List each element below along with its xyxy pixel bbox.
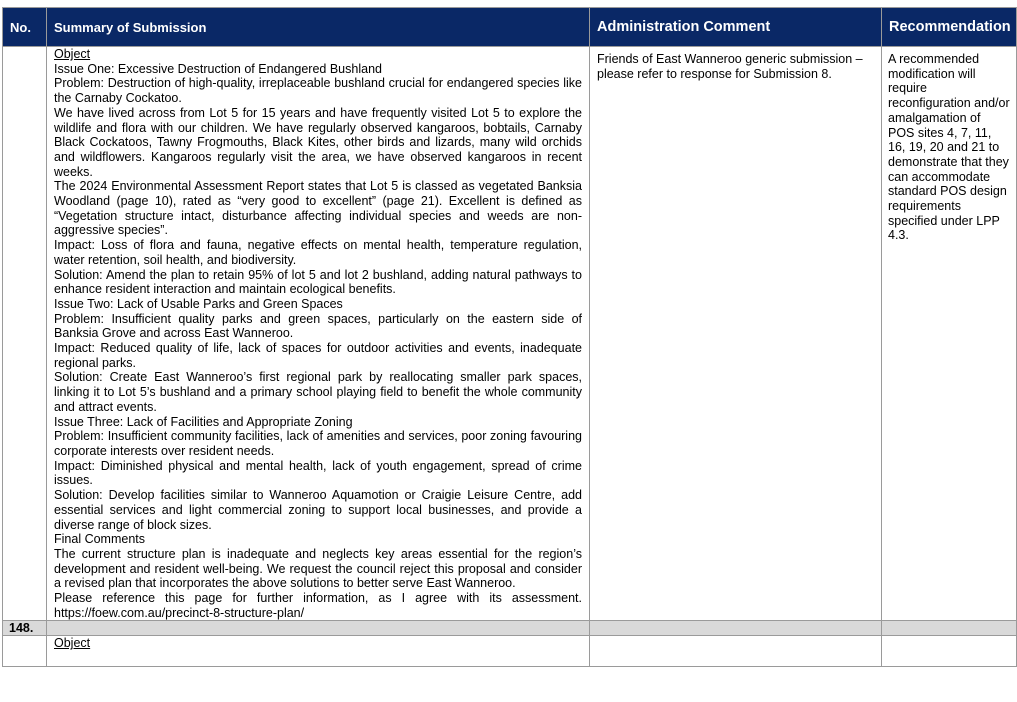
summary-paragraph: Issue Three: Lack of Facilities and Appropriate Zoning — [54, 414, 353, 429]
summary-paragraph: The 2024 Environmental Assessment Report states that Lot 5 is classed as vegetated Banksia Woodland (page 10), rated as “very good to excellent” (page 21). Excellent is defined as “Vegetation structure intact, disturbance affecting individual species and weeds are non-aggressive species”. — [54, 179, 582, 238]
separator-cell — [590, 621, 882, 636]
header-no: No. — [3, 8, 47, 47]
table-row — [3, 636, 1017, 667]
summary-paragraph: Issue One: Excessive Destruction of Endangered Bushland — [54, 61, 382, 76]
summary-paragraph: Problem: Destruction of high-quality, irreplaceable bushland crucial for endangered species like the Carnaby Cockatoo. — [54, 76, 582, 106]
summary-paragraph: Please reference this page for further information, as I agree with its assessment. https://foew.com.au/precinct-8-structure-plan/ — [54, 591, 582, 620]
recommendation-cell: A recommended modification will require reconfiguration and/or amalgamation of POS sites 4, 7, 11, 16, 19, 20 and 21 to demonstrate that they can accommodate standard POS design requirements specified under LPP 4.3. — [882, 47, 1017, 621]
summary-text — [54, 47, 582, 620]
separator-cell — [47, 621, 590, 636]
separator-cell — [882, 621, 1017, 636]
summary-paragraph: Impact: Loss of flora and fauna, negative effects on mental health, temperature regulation, water retention, soil health, and biodiversity. — [54, 238, 582, 267]
summary-paragraph: Solution: Amend the plan to retain 95% of lot 5 and lot 2 bushland, adding natural pathways to enhance resident interaction and maintain ecological benefits. — [54, 267, 582, 297]
header-summary: Summary of Submission — [47, 8, 590, 47]
object-label: Object — [54, 636, 91, 651]
summary-cell — [47, 636, 590, 667]
comment-cell: Friends of East Wanneroo generic submission – please refer to response for Submission 8. — [590, 47, 882, 621]
summary-paragraph: Impact: Diminished physical and mental health, lack of youth engagement, spread of crime issues. — [54, 458, 582, 488]
summary-paragraph: The current structure plan is inadequate and neglects key areas essential for the region’s development and resident well-being. We request the council reject this proposal and consider a revised plan that incorporates the above solutions to better serve East Wanneroo. — [54, 546, 582, 591]
summary-paragraph: Impact: Reduced quality of life, lack of spaces for outdoor activities and events, inadequate regional parks. — [54, 341, 582, 370]
object-label: Object — [54, 47, 91, 61]
header-row — [3, 8, 1017, 47]
summary-paragraph: Solution: Develop facilities similar to Wanneroo Aquamotion or Craigie Leisure Centre, add essential services and light commercial zoning to support local businesses, and provide a diverse range of block sizes. — [54, 488, 582, 532]
row-number — [3, 636, 47, 667]
summary-paragraph: Issue Two: Lack of Usable Parks and Green Spaces — [54, 296, 343, 311]
header-comment: Administration Comment — [590, 8, 882, 47]
row-number — [3, 47, 47, 621]
summary-paragraph: Problem: Insufficient quality parks and green spaces, particularly on the eastern side of Banksia Grove and across East Wanneroo. — [54, 311, 582, 341]
recommendation-cell — [882, 636, 1017, 667]
table-row — [3, 621, 1017, 636]
header-recommendation: Recommendation — [882, 8, 1017, 47]
summary-cell — [47, 47, 590, 621]
submissions-table — [2, 7, 1017, 667]
summary-paragraph: Final Comments — [54, 532, 145, 547]
row-number: 148. — [3, 621, 47, 636]
comment-cell — [590, 636, 882, 667]
summary-paragraph: Problem: Insufficient community facilities, lack of amenities and services, poor zoning favouring corporate interests over resident needs. — [54, 429, 582, 458]
summary-paragraph: Solution: Create East Wanneroo’s first regional park by reallocating smaller park spaces, linking it to Lot 5’s bushland and a primary school playing field to benefit the whole community and attract events. — [54, 370, 582, 414]
summary-paragraph: We have lived across from Lot 5 for 15 years and have frequently visited Lot 5 to explore the wildlife and flora with our children. We have regularly observed kangaroos, bobtails, Carnaby Black Cockatoos, Tawny Frogmouths, Black Kites, other birds and lizards, many wild orchids and wildflowers. Kangaroos regularly visit the area, we have observed kangaroos in recent weeks. — [54, 105, 582, 179]
table-row — [3, 47, 1017, 621]
